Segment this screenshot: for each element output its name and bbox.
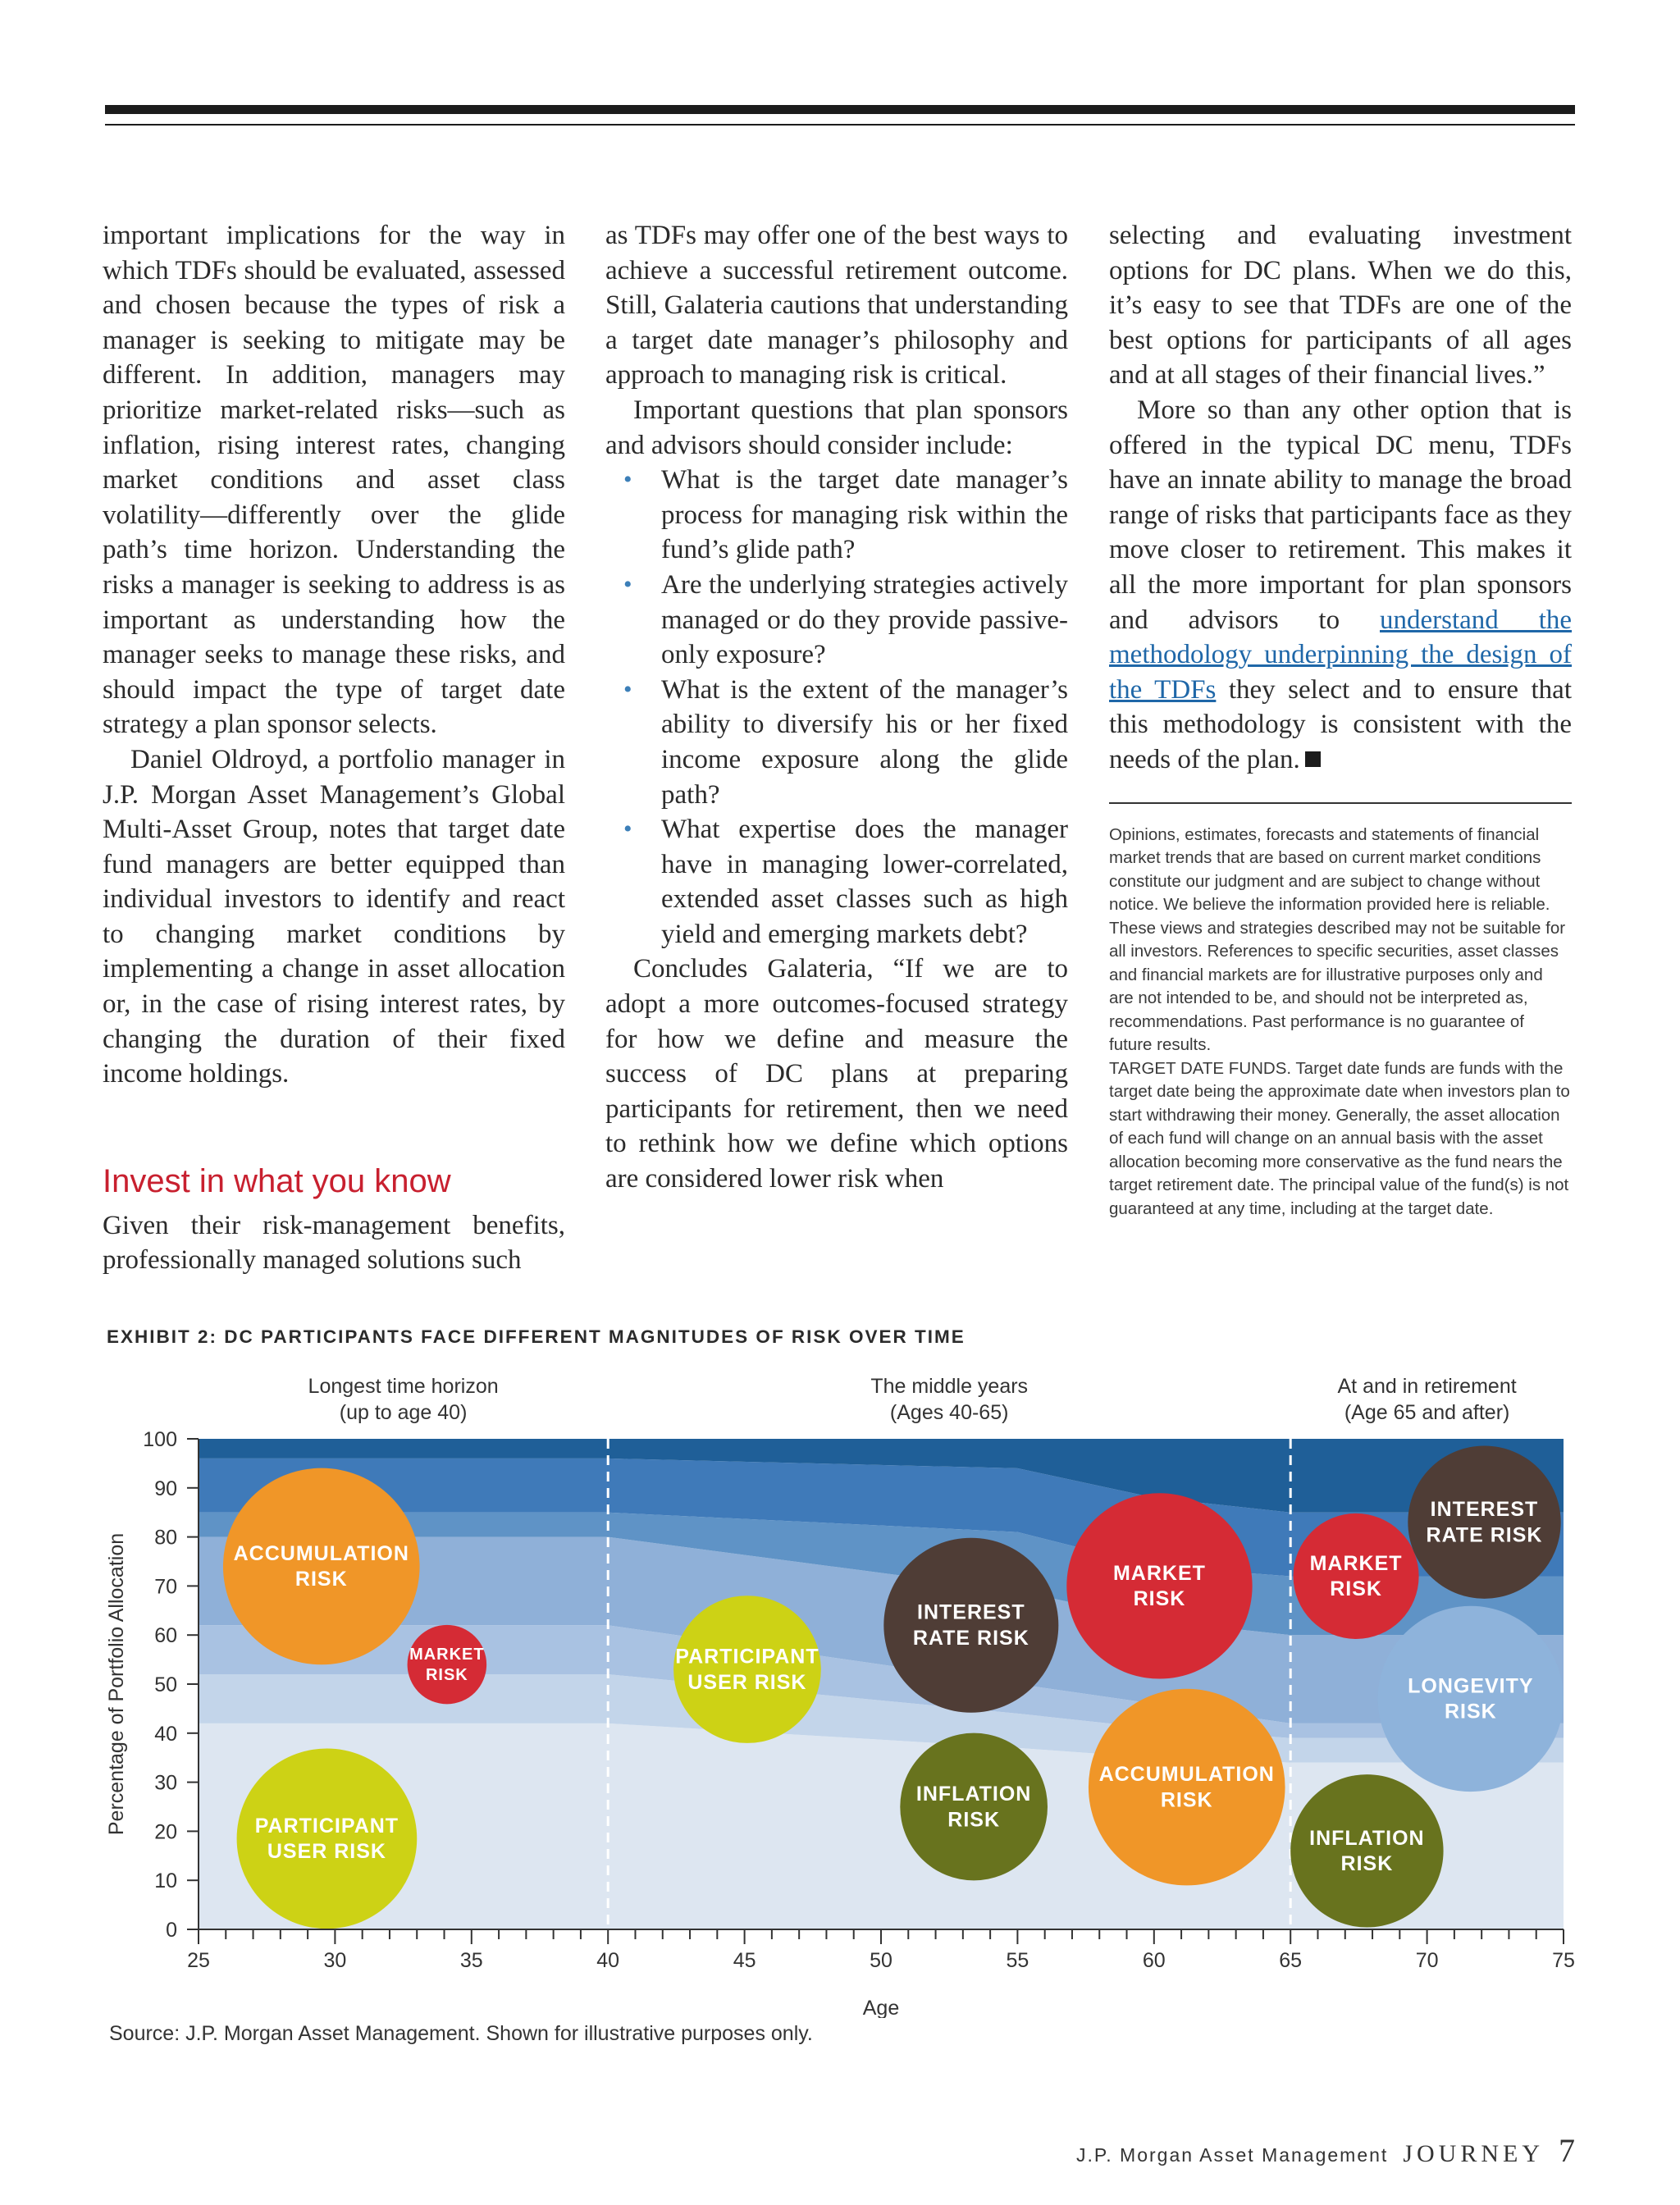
- risk-bubble: [1066, 1493, 1252, 1678]
- col1-paragraph-3: Given their risk-management benefits, professionally managed solutions such: [103, 1210, 565, 1276]
- y-tick-label: 10: [154, 1869, 177, 1893]
- x-tick-label: 40: [596, 1949, 620, 1972]
- y-tick-label: 0: [166, 1919, 177, 1942]
- y-tick-label: 60: [154, 1624, 177, 1648]
- footer-brand: J.P. Morgan Asset Management: [1076, 2144, 1389, 2166]
- list-item: • What expertise does the manager have in managing lower-correlated, extended asset classes such as high yield and emerging markets debt?: [661, 812, 1068, 952]
- x-tick-label: 45: [733, 1949, 756, 1972]
- risk-bubble: [237, 1749, 418, 1929]
- bubble-label: INTEREST: [917, 1600, 1025, 1624]
- question-list: [605, 463, 1068, 952]
- col2-paragraph-1: as TDFs may offer one of the best ways to achieve a successful retirement outcome. Still, Galateria cautions that understanding a target date manager’s philosophy and approach to managing risk is critical.: [605, 221, 1068, 390]
- footer-magazine-name: JOURNEY: [1403, 2140, 1544, 2167]
- phase-subtitle: (up to age 40): [339, 1401, 468, 1424]
- y-tick-label: 90: [154, 1477, 177, 1500]
- article-column-2: [605, 218, 1068, 1197]
- list-item: • What is the target date manager’s process for managing risk within the fund’s glide path?: [661, 463, 1068, 568]
- y-tick-label: 40: [154, 1722, 177, 1746]
- bubble-label: RISK: [294, 1568, 348, 1591]
- bubble-label: RISK: [425, 1666, 468, 1685]
- bubble-label: RISK: [1330, 1577, 1382, 1601]
- bubble-label: PARTICIPANT: [675, 1645, 819, 1669]
- bubble-label: INFLATION: [1309, 1826, 1425, 1850]
- bubble-label: RISK: [1444, 1700, 1497, 1723]
- bubble-label: ACCUMULATION: [1098, 1763, 1275, 1787]
- bubble-label: RATE RISK: [912, 1626, 1029, 1650]
- article-column-3: [1109, 218, 1572, 1221]
- col3-paragraph-1: selecting and evaluating investment options for DC plans. When we do this, it’s easy to see that TDFs are one of the best options for participants of all ages and at all stages of their financial lives.”: [1109, 221, 1572, 390]
- y-tick-label: 50: [154, 1673, 177, 1696]
- bubble-label: INFLATION: [915, 1783, 1032, 1806]
- bubble-label: PARTICIPANT: [254, 1814, 399, 1838]
- exhibit-source: Source: J.P. Morgan Asset Management. Shown for illustrative purposes only.: [109, 2022, 813, 2045]
- x-tick-label: 65: [1279, 1949, 1303, 1972]
- x-tick-label: 30: [323, 1949, 347, 1972]
- y-axis-label: Percentage of Portfolio Allocation: [105, 1532, 128, 1836]
- bubble-label: RISK: [947, 1808, 1001, 1832]
- header-rule-thick: [105, 105, 1575, 114]
- bubble-label: ACCUMULATION: [233, 1541, 409, 1565]
- risk-bubble: [408, 1625, 487, 1705]
- y-tick-label: 20: [154, 1820, 177, 1844]
- list-item: • What is the extent of the manager’s ability to diversify his or her fixed income exposure along the glide path?: [661, 673, 1068, 812]
- bubble-label: MARKET: [1112, 1561, 1206, 1585]
- risk-bubble: [673, 1596, 821, 1743]
- methodology-link[interactable]: understand the methodology underpinning the design of the TDFs: [1109, 605, 1573, 705]
- bubble-label: MARKET: [1309, 1551, 1403, 1575]
- y-tick-label: 100: [143, 1428, 177, 1451]
- x-tick-label: 35: [459, 1949, 483, 1972]
- bubble-label: RISK: [1160, 1788, 1213, 1812]
- col3-paragraph-2: More so than any other option that is offered in the typical DC menu, TDFs have an innate ability to manage the broad range of risks that participants face as they move closer to retirement. This makes it all the more important for plan sponsors and advisors to understand the methodology underpinning the design of the TDFs they select and to ensure that this methodology is consistent with the needs of the plan.: [1109, 395, 1573, 774]
- x-axis-label: Age: [862, 1997, 900, 2018]
- x-tick-label: 75: [1552, 1949, 1575, 1972]
- risk-bubble: [900, 1733, 1048, 1881]
- x-tick-label: 60: [1142, 1949, 1166, 1972]
- page-footer: [1076, 2131, 1575, 2172]
- risk-bubble: [1408, 1445, 1560, 1598]
- page-number: 7: [1559, 2132, 1575, 2169]
- bubble-label: USER RISK: [687, 1670, 807, 1694]
- header-rule-thin: [105, 124, 1575, 126]
- phase-subtitle: (Age 65 and after): [1344, 1401, 1510, 1424]
- phase-title: At and in retirement: [1337, 1375, 1517, 1398]
- y-tick-label: 80: [154, 1526, 177, 1550]
- disclaimer-target-date-funds: TARGET DATE FUNDS. Target date funds are funds with the target date being the approximate date when investors plan to start withdrawing their money. Generally, the asset allocation of each fund will change on an annual basis with the asset allocation becoming more conservative as the fund nears the target retirement date. The principal value of the fund(s) is not guaranteed at any time, including at the target date.: [1109, 1058, 1570, 1218]
- phase-title: Longest time horizon: [308, 1375, 499, 1398]
- col2-paragraph-2: Important questions that plan sponsors and advisors should consider include:: [605, 395, 1068, 460]
- phase-title: The middle years: [870, 1375, 1029, 1398]
- exhibit-title: EXHIBIT 2: DC PARTICIPANTS FACE DIFFERENT MAGNITUDES OF RISK OVER TIME: [107, 1326, 966, 1347]
- y-tick-label: 30: [154, 1771, 177, 1795]
- bubble-label: RISK: [1340, 1852, 1394, 1876]
- risk-bubble: [1290, 1774, 1443, 1927]
- bubble-label: MARKET: [409, 1646, 485, 1664]
- risk-bubble: [883, 1538, 1058, 1713]
- risk-bubble: [1089, 1689, 1285, 1886]
- col2-paragraph-3: Concludes Galateria, “If we are to adopt a more outcomes-focused strategy for how we define and measure the success of DC plans at preparing participants for retirement, then we need to rethink how we define which options are considered lower risk when: [605, 954, 1068, 1194]
- risk-bubble-chart: [0, 1362, 1680, 2018]
- section-heading: Invest in what you know: [103, 1162, 451, 1199]
- disclaimer-opinions: Opinions, estimates, forecasts and statements of financial market trends that are based on current market conditions constitute our judgment and are subject to change without notice. We believe the information provided here is reliable. These views and strategies described may not be suitable for all investors. References to specific securities, asset classes and financial markets are for illustrative purposes only and are not intended to be, and should not be interpreted as, recommendations. Past performance is no guarantee of future results.: [1109, 824, 1566, 1054]
- col1-paragraph-2: Daniel Oldroyd, a portfolio manager in J.P. Morgan Asset Management’s Global Multi-Asset Group, notes that target date fund managers are better equipped than individual investors to identify and react to changing market conditions by implementing a change in asset allocation or, in the case of rising interest rates, by changing the duration of their fixed income holdings.: [103, 744, 565, 1089]
- risk-bubble: [223, 1468, 420, 1665]
- bubble-label: LONGEVITY: [1408, 1674, 1534, 1698]
- bubble-label: USER RISK: [267, 1840, 386, 1864]
- x-tick-label: 50: [870, 1949, 892, 1972]
- bubble-label: INTEREST: [1430, 1498, 1539, 1522]
- x-tick-label: 70: [1415, 1949, 1439, 1972]
- x-tick-label: 25: [187, 1949, 210, 1972]
- phase-subtitle: (Ages 40-65): [889, 1401, 1009, 1424]
- bullet-icon: •: [623, 815, 632, 843]
- y-tick-label: 70: [154, 1575, 177, 1599]
- disclaimer-divider: [1109, 802, 1572, 804]
- article-column-1: [103, 218, 565, 1278]
- col1-paragraph-1: important implications for the way in which TDFs should be evaluated, assessed and chosen because the types of risk a manager is seeking to mitigate may be different. In addition, managers may prioritize market-related risks—such as inflation, rising interest rates, changing market conditions and asset class volatility—differently over the glide path’s time horizon. Understanding the risks a manager is seeking to address is as important as understanding how the manager seeks to manage these risks, and should impact the type of target date strategy a plan sponsor selects.: [103, 221, 565, 740]
- list-item: • Are the underlying strategies actively managed or do they provide passive-only exposure?: [661, 568, 1068, 673]
- risk-bubble: [1378, 1606, 1564, 1792]
- risk-bubble: [1294, 1513, 1419, 1639]
- bullet-icon: •: [623, 570, 632, 598]
- bullet-icon: •: [623, 675, 632, 703]
- x-tick-label: 55: [1006, 1949, 1029, 1972]
- bubble-label: RATE RISK: [1426, 1523, 1543, 1547]
- end-mark-icon: [1305, 751, 1321, 767]
- bullet-icon: •: [623, 466, 632, 494]
- bubble-label: RISK: [1133, 1587, 1186, 1611]
